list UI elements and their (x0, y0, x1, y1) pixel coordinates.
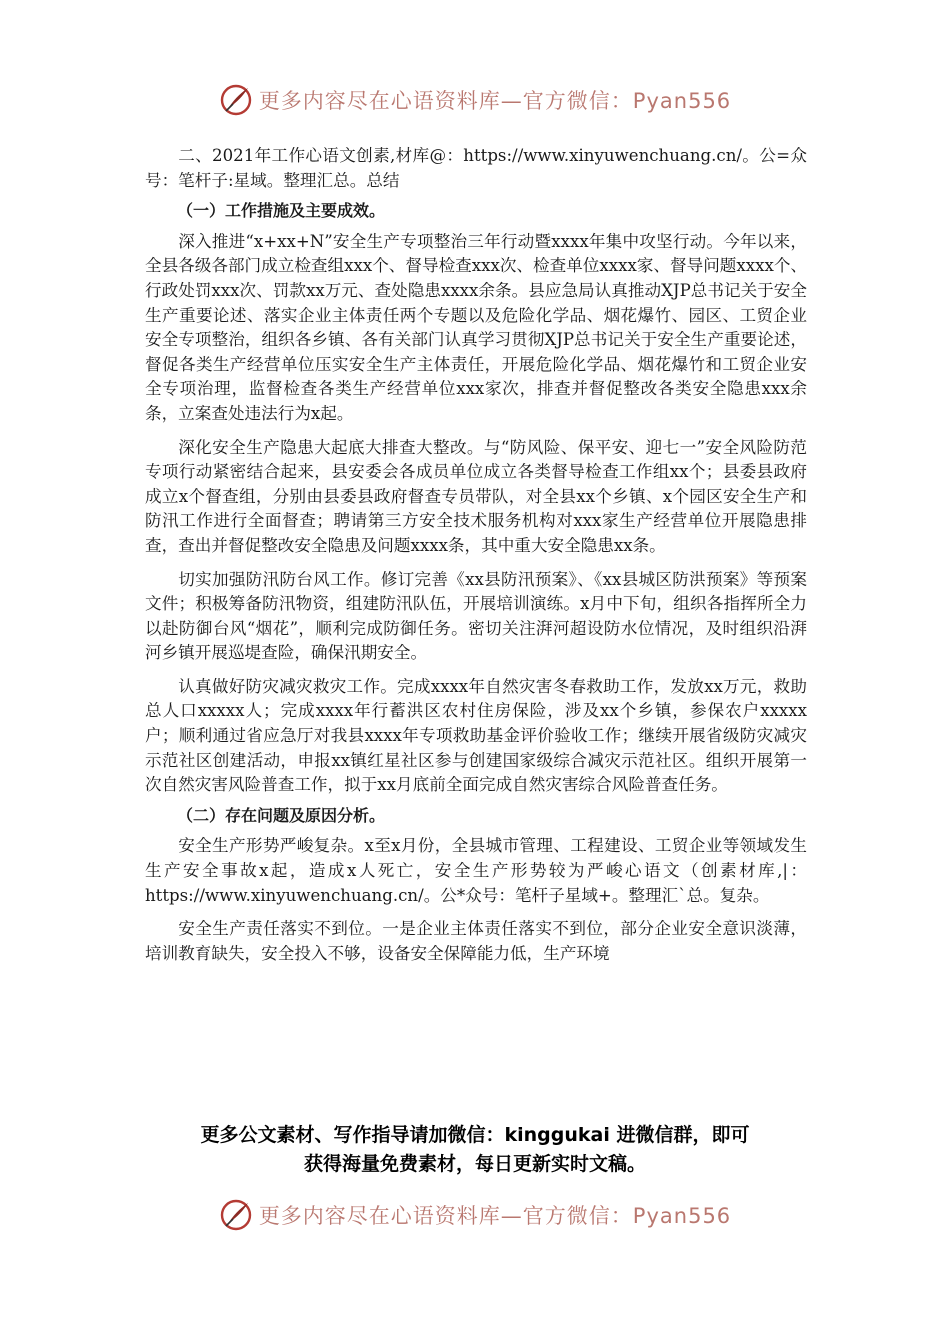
quill-logo-icon (219, 83, 253, 117)
watermark-text: 更多内容尽在心语资料库—官方微信：Pyan556 (258, 89, 732, 113)
watermark-footer (0, 1193, 950, 1237)
promo-banner (100, 1121, 850, 1179)
promo-line-1: 更多公文素材、写作指导请加微信：kinggukai 进微信群，即可 (200, 1124, 750, 1146)
document-body (145, 144, 807, 966)
paragraph-disaster-relief: 认真做好防灾减灾救灾工作。完成xxxx年自然灾害冬春救助工作，发放xx万元，救助总人口xxxxx人；完成xxxx年行蓄洪区农村住房保险，涉及xx个乡镇，参保农户xxxxx户；顺利通过省应急厅对我县xxxx年专项救助基金评价验收工作；继续开展省级防灾减灾示范社区创建活动，申报xx镇红星社区参与创建国家级综合减灾示范社区。组织开展第一次自然灾害风险普查工作，拟于xx月底前全面完成自然灾害综合风险普查任务。 (145, 676, 807, 795)
paragraph-special-rectification: 深入推进“x+xx+N”安全生产专项整治三年行动暨xxxx年集中攻坚行动。今年以来，全县各级各部门成立检查组xxx个、督导检查xxx次、检查单位xxxx家、督导问题xxxx个、行政处罚xxx次、罚款xx万元、查处隐患xxxx余条。县应急局认真推动XJP总书记关于安全生产重要论述、落实企业主体责任两个专题以及危险化学品、烟花爆竹、园区、工贸企业安全专项整治，组织各乡镇、各有关部门认真学习贯彻XJP总书记关于安全生产重要论述，督促各类生产经营单位压实安全生产主体责任，开展危险化学品、烟花爆竹和工贸企业安全专项治理，监督检查各类生产经营单位xxx家次，排查并督促整改各类安全隐患xxx余条，立案查处违法行为x起。 (145, 231, 808, 423)
promo-line-2: 获得海量免费素材，每日更新实时文稿。 (303, 1153, 646, 1175)
paragraph-hazard-investigation: 深化安全生产隐患大起底大排查大整改。与“防风险、保平安、迎七一”安全风险防范专项行动紧密结合起来，县安委会各成员单位成立各类督导检查工作组xx个；县委县政府成立x个督查组，分别由县委县政府督查专员带队，对全县xx个乡镇、x个园区安全生产和防汛工作进行全面督查；聘请第三方安全技术服务机构对xxx家生产经营单位开展隐患排查，查出并督促整改安全隐患及问题xxxx条，其中重大安全隐患xx条。 (145, 437, 807, 555)
paragraph-responsibility: 安全生产责任落实不到位。一是企业主体责任落实不到位，部分企业安全意识淡薄，培训教育缺失，安全投入不够，设备安全保障能力低，生产环境 (145, 919, 807, 963)
section-intro-paragraph: 二、2021年工作心语文创素,材库@：https://www.xinyuwenchuang.cn/。公=众号：笔杆子:星域。整理汇总。总结 (145, 146, 807, 190)
quill-logo-icon (219, 1198, 253, 1232)
section-heading-measures: （一）工作措施及主要成效。 (177, 201, 386, 221)
paragraph-flood-typhoon: 切实加强防汛防台风工作。修订完善《xx县防汛预案》、《xx县城区防洪预案》等预案文件；积极筹备防汛物资，组建防汛队伍，开展培训演练。x月中下旬，组织各指挥所全力以赴防御台风“烟花”，顺利完成防御任务。密切关注湃河超设防水位情况，及时组织沿湃河乡镇开展巡堤查险，确保汛期安全。 (145, 569, 807, 663)
watermark-text: 更多内容尽在心语资料库—官方微信：Pyan556 (258, 1204, 732, 1228)
paragraph-safety-situation: 安全生产形势严峻复杂。x至x月份，全县城市管理、工程建设、工贸企业等领域发生生产安全事故x起，造成x人死亡，安全生产形势较为严峻心语文（创素材库,|：https://www.xinyuwenchuang.cn/。公*众号：笔杆子星域+。整理汇`总。复杂。 (145, 836, 807, 905)
section-heading-problems: （二）存在问题及原因分析。 (177, 805, 386, 825)
watermark-header (0, 78, 950, 122)
